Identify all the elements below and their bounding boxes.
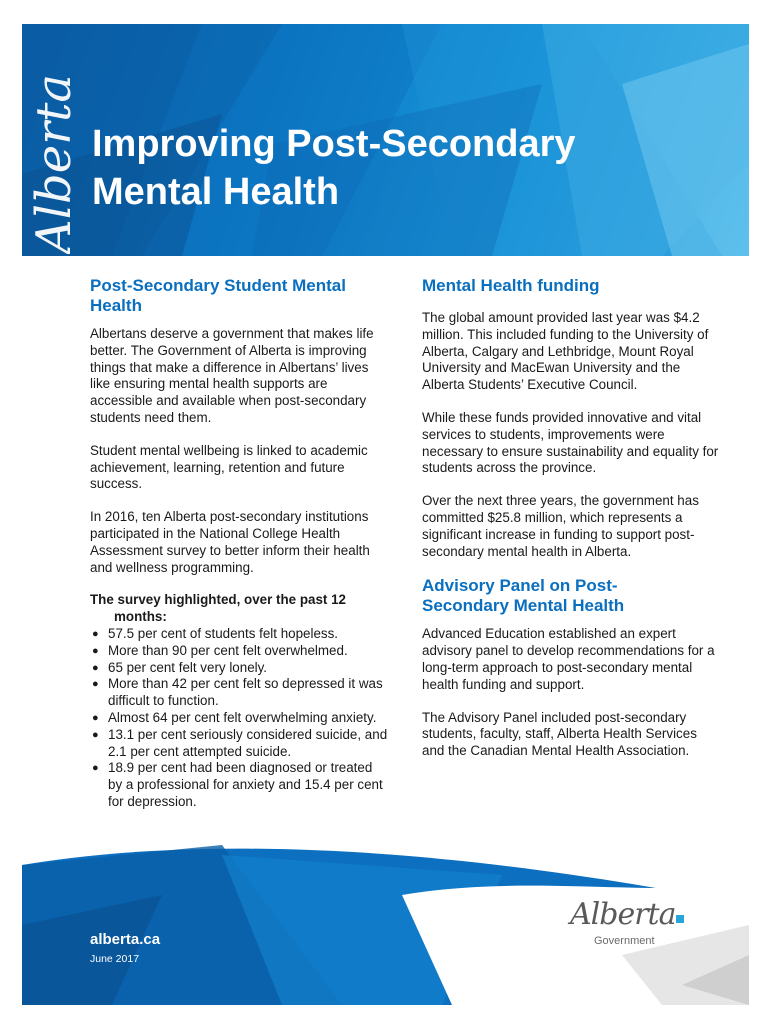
paragraph: While these funds provided innovative and vital services to students, improvements were necessary to ensure sustainability and equality for students across the province. (422, 409, 719, 476)
left-column (90, 276, 390, 811)
gov-logo-subtitle: Government (594, 935, 655, 947)
paragraph: Student mental wellbeing is linked to academic achievement, learning, retention and future success. (90, 442, 368, 492)
survey-findings-list (90, 626, 390, 811)
list-item: ● 13.1 per cent seriously considered suicide, and 2.1 per cent attempted suicide. (92, 726, 388, 759)
header-banner (22, 24, 749, 256)
heading-line-2: Health (90, 296, 142, 315)
list-item: ● Almost 64 per cent felt overwhelming anxiety. (92, 709, 377, 725)
footer-date: June 2017 (90, 953, 140, 965)
right-column (422, 276, 722, 776)
alberta-logo-vertical (26, 54, 86, 254)
paragraph: Advanced Education established an expert advisory panel to develop recommendations for a long-term approach to post-secondary mental health funding and support. (422, 626, 715, 692)
paragraph: The global amount provided last year was $4.2 million. This included funding to the University of Alberta, Calgary and Lethbridge, Mount Royal University and MacEwan University and the Alberta Students’ Executive Council. (422, 310, 709, 393)
footer-banner (22, 835, 749, 1005)
list-item: ● 18.9 per cent had been diagnosed or treated by a professional for anxiety and 15.4 per cent for depression. (92, 760, 383, 809)
survey-intro-line-1: The survey highlighted, over the past 12 (90, 592, 346, 608)
bullet-icon: ● (92, 678, 99, 691)
bullet-icon: ● (92, 627, 99, 640)
paragraph: Over the next three years, the government has committed $25.8 million, which represents a significant increase in funding to support post-secondary mental health in Alberta. (422, 493, 699, 559)
list-item: ● More than 42 per cent felt so depressed it was difficult to function. (92, 676, 383, 709)
list-item: ● 57.5 per cent of students felt hopeless. (92, 625, 339, 641)
alberta-government-logo (570, 897, 700, 957)
heading-line-1: Post-Secondary Student Mental (90, 276, 346, 295)
bullet-icon: ● (92, 762, 99, 775)
heading-line-1: Advisory Panel on Post- (422, 576, 618, 596)
funding-heading: Mental Health funding (422, 276, 600, 295)
survey-intro (90, 592, 390, 626)
student-mental-health-heading (90, 276, 390, 316)
alberta-logo-text: Alberta (26, 74, 82, 254)
bullet-icon: ● (92, 728, 99, 741)
paragraph: In 2016, ten Alberta post-secondary institutions participated in the National College Health Assessment survey to better inform their health and wellness programming. (90, 509, 370, 575)
title-line-2: Mental Health (92, 171, 340, 213)
paragraph: Albertans deserve a government that makes life better. The Government of Alberta is improving things that make a difference in Albertans’ lives like ensuring mental health supports are accessible and available when post-secondary students need them. (90, 326, 374, 425)
page-title (92, 120, 732, 216)
advisory-panel-heading (422, 576, 722, 616)
bullet-icon: ● (92, 661, 99, 674)
list-item: ● 65 per cent felt very lonely. (92, 659, 268, 675)
list-item: ● More than 90 per cent felt overwhelmed. (92, 642, 348, 658)
title-line-1: Improving Post-Secondary (92, 123, 576, 165)
footer-site-link[interactable]: alberta.ca (90, 931, 161, 948)
bullet-icon: ● (92, 711, 99, 724)
paragraph: The Advisory Panel included post-secondary students, faculty, staff, Alberta Health Services and the Canadian Mental Health Association. (422, 709, 697, 759)
gov-logo-word: Alberta (570, 897, 676, 932)
gov-logo-square-icon (676, 915, 684, 923)
bullet-icon: ● (92, 644, 99, 657)
heading-line-2: Secondary Mental Health (422, 596, 625, 616)
survey-intro-line-2: months: (114, 609, 167, 625)
